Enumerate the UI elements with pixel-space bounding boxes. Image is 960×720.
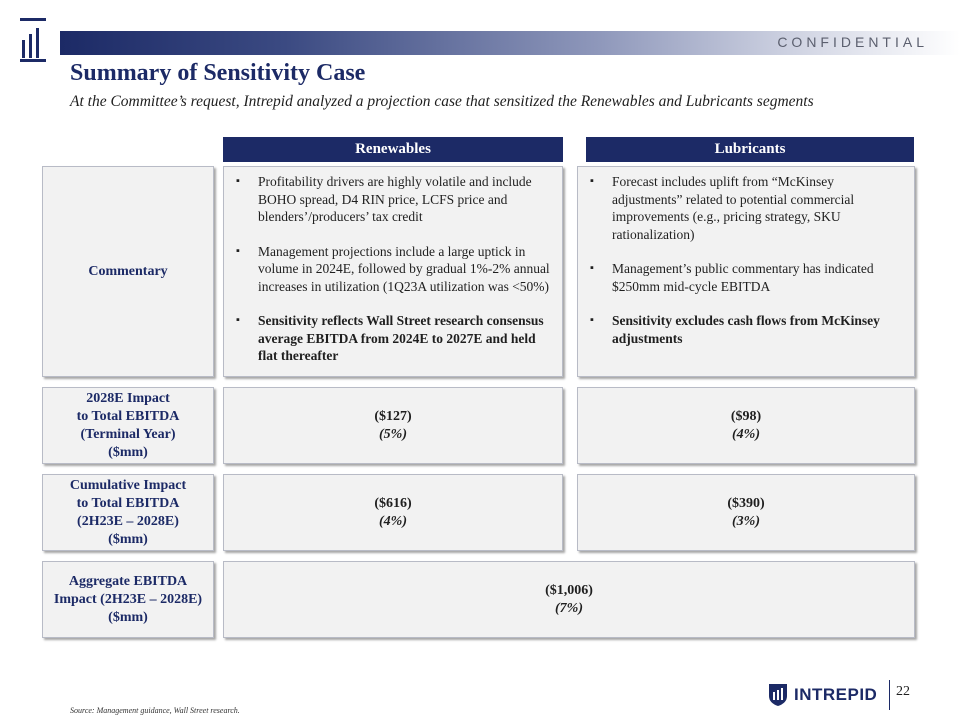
confidential-label: CONFIDENTIAL — [777, 34, 928, 50]
renewables-cumulative-impact — [223, 474, 563, 551]
cumulative-row-label — [42, 474, 214, 551]
impact-value: ($127) — [374, 408, 412, 424]
label-line: Aggregate EBITDA — [68, 573, 188, 589]
impact-percent: (4%) — [732, 426, 760, 442]
lubricants-bullet: ▪ Management’s public commentary has indicated $250mm mid-cycle EBITDA — [590, 260, 904, 295]
page-title: Summary of Sensitivity Case — [70, 60, 366, 86]
source-note: Source: Management guidance, Wall Street research. — [70, 706, 240, 715]
label-line: (2H23E – 2028E) — [77, 513, 179, 529]
label-line: ($mm) — [108, 444, 148, 460]
lubricants-commentary-box — [577, 166, 915, 377]
footer-logo-text: INTREPID — [794, 685, 878, 704]
impact-percent: (5%) — [379, 426, 407, 442]
footer-logo — [768, 680, 890, 710]
aggregate-row-label — [42, 561, 214, 638]
page-subtitle: At the Committee’s request, Intrepid analyzed a projection case that sensitized the Renewables and Lubricants segments — [70, 93, 814, 110]
lubricants-bullet: ▪ Forecast includes uplift from “McKinsey adjustments” related to potential commercial improvements (e.g., pricing strategy, SKU rationalization) — [590, 173, 904, 243]
footer-divider — [889, 680, 890, 710]
renewables-bullet: ▪ Sensitivity reflects Wall Street research consensus average EBITDA from 2024E to 2027E and held flat thereafter — [236, 312, 552, 365]
label-line: (Terminal Year) — [80, 426, 176, 442]
impact-value: ($98) — [730, 408, 762, 424]
renewables-2028-impact — [223, 387, 563, 464]
label-line: Cumulative Impact — [69, 477, 187, 493]
renewables-commentary-list — [224, 167, 562, 365]
aggregate-impact — [223, 561, 915, 638]
impact-percent: (3%) — [732, 513, 760, 529]
label-line: 2028E Impact — [86, 390, 170, 406]
lubricants-column-header: Lubricants — [586, 137, 914, 162]
impact-value: ($390) — [727, 495, 765, 511]
label-line: to Total EBITDA — [76, 408, 180, 424]
commentary-row-label — [42, 166, 214, 377]
lubricants-bullet: ▪ Sensitivity excludes cash flows from McKinsey adjustments — [590, 312, 904, 347]
page-number: 22 — [896, 684, 910, 699]
impact-percent: (4%) — [379, 513, 407, 529]
renewables-bullet: ▪ Management projections include a large uptick in volume in 2024E, followed by gradual 1%-2% annual increases in utilization (1Q23A utilization was <50%) — [236, 243, 552, 296]
lubricants-2028-impact — [577, 387, 915, 464]
impact-value: ($1,006) — [545, 582, 593, 598]
impact-value: ($616) — [374, 495, 412, 511]
intrepid-logo-icon — [20, 18, 46, 62]
impact-2028-row-label — [42, 387, 214, 464]
renewables-commentary-box — [223, 166, 563, 377]
impact-percent: (7%) — [555, 600, 583, 616]
commentary-label-text: Commentary — [88, 263, 168, 279]
label-line: to Total EBITDA — [76, 495, 180, 511]
lubricants-cumulative-impact — [577, 474, 915, 551]
lubricants-commentary-list — [578, 167, 914, 347]
label-line: ($mm) — [108, 531, 148, 547]
label-line: Impact (2H23E – 2028E) — [53, 591, 203, 607]
renewables-column-header: Renewables — [223, 137, 563, 162]
label-line: ($mm) — [108, 609, 148, 625]
intrepid-logo-icon — [768, 683, 788, 707]
renewables-bullet: ▪ Profitability drivers are highly volatile and include BOHO spread, D4 RIN price, LCFS price and blenders’/producers’ tax credit — [236, 173, 552, 226]
